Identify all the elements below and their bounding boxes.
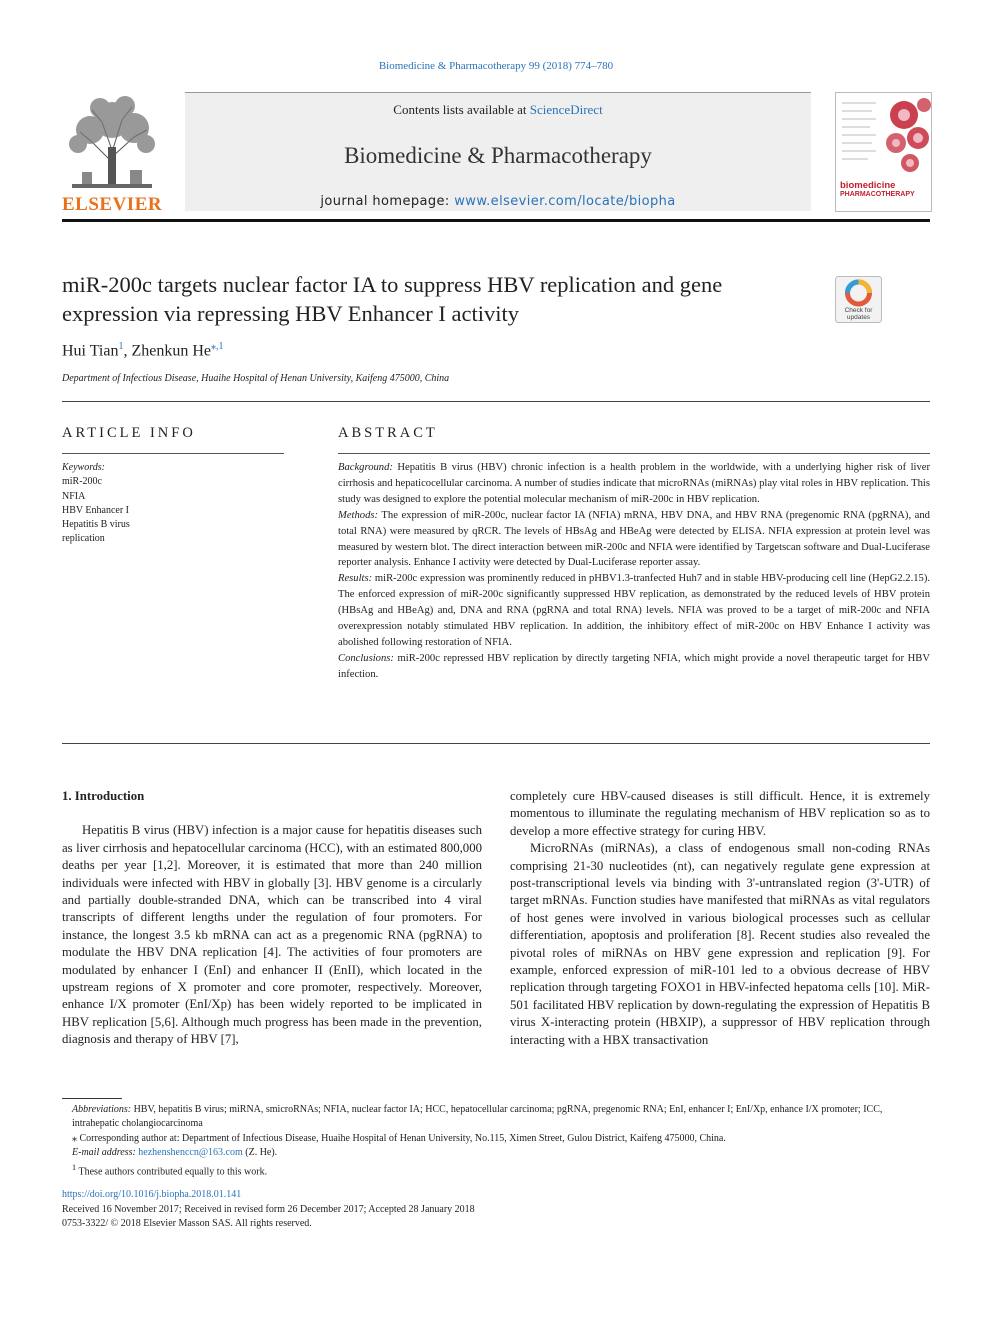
abstract-conclusions [338,651,930,683]
contents-line [185,102,811,118]
corresponding-mark: ⁎ [72,1132,77,1144]
abbreviations-label: Abbreviations: [72,1104,132,1115]
equal-contribution-footnote [62,1161,930,1180]
article-title: miR-200c targets nuclear factor IA to suppress HBV replication and gene expression via repressing HBV Enhancer I activity [62,272,723,326]
email-label: E-mail address: [72,1147,136,1159]
corresponding-text: Corresponding author at: Department of Infectious Disease, Huaihe Hospital of Henan University, No.115, Ximen Street, Gulou District, Kaifeng 475000, China. [79,1132,726,1144]
abstract-results-text: miR-200c expression was prominently reduced in pHBV1.3-tranfected Huh7 and in stable HBV-producing cell line (HepG2.2.15). The enforced expression of miR-200c significantly suppressed HBV replication, as demonstrated by the reduced levels of HBV protein (HBsAg and HBeAg) and, DNA and RNA (pgRNA and total RNA) levels. NFIA was proved to be a target of miR-200c and NFIA overexpression notably stimulated HBV replication. In addition, the inhibitory effect of miR-200c on HBV Enhance I activity was abolished following restoration of NFIA. [338,573,931,648]
check-updates-line2: updates [846,314,871,321]
abbreviations-footnote [62,1103,930,1132]
journal-name: Biomedicine & Pharmacotherapy [344,143,652,168]
email-suffix: (Z. He). [242,1147,278,1159]
abstract-body [338,460,930,683]
keywords-label: Keywords: [62,462,105,473]
cover-title-line2: PHARMACOTHERAPY [840,191,915,198]
abstract-background-text: Hepatitis B virus (HBV) chronic infection is a health problem in the worldwide, with a underlying higher risk of liver cirrhosis and hepaticocellular carcinoma. A number of studies indicate that microRNAs (miRNAs) play vital roles in HBV replication. This study was designed to explore the potential molecular mechanism of miR-200c in HBV replication. [338,462,930,505]
keyword-item: HBV Enhancer I [62,504,130,516]
check-for-updates-badge[interactable] [835,276,882,323]
abstract-methods-label: Methods: [338,509,379,521]
email-footnote [62,1146,930,1160]
abbreviations-text: HBV, hepatitis B virus; miRNA, smicroRNAs; NFIA, nuclear factor IA; HCC, hepatocellular carcinoma; pgRNA, pregenomic RNA; EnI, enhancer I; EnI/Xp, enhance I/X promoter; ICC, intrahepatic cholangiocarcinoma [72,1104,883,1130]
article-info-divider [62,453,284,454]
author-separator: , [123,342,132,360]
corresponding-footnote [62,1132,930,1146]
article-info-heading: ARTICLE INFO [62,425,196,441]
keyword-item: replication [62,533,105,545]
keyword-item: Hepatitis B virus [62,519,130,531]
abstract-conclusions-text: miR-200c repressed HBV replication by directly targeting NFIA, which might provide a novel therapeutic target for HBV infection. [338,652,930,680]
section-divider [62,743,930,744]
email-link[interactable]: hezhenshenccn@163.com [138,1147,243,1159]
abstract-results [338,571,930,651]
affiliation: Department of Infectious Disease, Huaihe Hospital of Henan University, Kaifeng 475000, China [62,373,450,384]
abstract-results-label: Results: [338,573,373,585]
homepage-link[interactable]: www.elsevier.com/locate/biopha [454,194,676,209]
author-affiliation-mark[interactable]: ⁎,1 [211,341,224,352]
keyword-item: NFIA [62,490,86,502]
body-paragraph: MicroRNAs (miRNAs), a class of endogenous small non-coding RNAs comprising 21-30 nucleotides (nt), can negatively regulate gene expression at post-transcriptional levels via binding with 3'-untranslated region (3'-UTR) of target mRNAs. Function studies have manifested that miRNAs as vital regulators of host genes were involved in various biological processes such as cellular differentiation, apoptosis and proliferation [8]. Recent studies also revealed the pivotal roles of miRNAs on HBV gene expression and replication [9]. For example, enforced expression of miR-101 led to a obvious decrease of HBV replication through targeting FOXO1 in HBV-infected hepatoma cells [10]. MiR-501 facilitated HBV replication by down-regulating the expression of Hepatitis B virus X-interacting protein (HBXIP), a suppressor of HBV replication through interacting with a HBX transactivation [510,841,930,1047]
homepage-prefix: journal homepage: [320,194,455,209]
cover-title [840,181,932,199]
journal-cover-thumbnail[interactable] [835,92,932,212]
body-column-right [510,788,930,1049]
body-column-left [62,788,482,1049]
check-updates-line1: Check for [844,307,873,314]
section-divider [62,401,930,402]
contents-prefix: Contents lists available at [393,102,530,117]
footnote-divider [62,1098,122,1099]
abstract-background-label: Background: [338,462,393,473]
body-paragraph: completely cure HBV-caused diseases is still difficult. Hence, it is extremely momentous to illuminate the regulating mechanism of HBV replication so as to develop a more effective strategy for curing HBV. [510,789,930,838]
equal-mark: 1 [72,1162,77,1172]
author-name[interactable]: Hui Tian [62,342,119,360]
check-updates-label [835,307,882,321]
keywords-list [62,461,284,547]
doi-link[interactable]: https://doi.org/10.1016/j.biopha.2018.01.141 [62,1189,242,1200]
copyright: 0753-3322/ © 2018 Elsevier Masson SAS. All rights reserved. [62,1218,312,1229]
received-dates: Received 16 November 2017; Received in revised form 26 December 2017; Accepted 28 January 2018 [62,1203,475,1215]
abstract-conclusions-label: Conclusions: [338,652,394,664]
journal-citation[interactable]: Biomedicine & Pharmacotherapy 99 (2018) 774–780 [378,60,614,72]
elsevier-logo-text: ELSEVIER [62,194,163,215]
publication-info [62,1188,930,1232]
abstract-methods [338,508,930,572]
abstract-methods-text: The expression of miR-200c, nuclear factor IA (NFIA) mRNA, HBV DNA, and HBV RNA (pregenomic RNA (pgRNA), and total RNA) were measured by qRCR. The levels of HBsAg and HBeAg were detected by ELISA. NFIA expression at protein level was measured by western blot. The direct interaction between miR-200c and NFIA were identified by Targetscan software and Dual-Luciferase reporter analysis. Enhance I activity were detected by Dual-Luciferase reporter assay. [338,509,930,569]
abstract-heading: ABSTRACT [338,425,438,441]
body-paragraph: Hepatitis B virus (HBV) infection is a major cause for hepatitis diseases such as liver cirrhosis and hepatocellular carcinoma (HCC), with an estimated 800,000 deaths per year [1,2]. Moreover, it is estimated that more than 240 million individuals were infected with HBV in globally [3]. HBV genome is a circularly and partially double-stranded DNA, which can be transcribed into 4 viral transcripts of different lengths under the regulation of four promoters. For instance, the longest 3.5 kb mRNA can act as a pregenomic RNA (pgRNA) to modulate the HBV DNA replication [4]. The activities of four promoters are modulated by enhancer I (EnI) and enhancer II (EnII), which located in the upstream regions of X promoter and core promoter, respectively. Moreover, enhance I/X promoter (EnI/Xp) has been widely reported to be implicated in HBV replication [5,6]. Although much progress has been made in the prevention, diagnosis and therapy of HBV [7], [62,823,482,1047]
homepage-line [185,194,811,209]
keyword-item: miR-200c [62,476,102,488]
introduction-heading: 1. Introduction [62,789,145,803]
abstract-background [338,460,930,508]
journal-header [185,92,811,211]
header-divider [62,219,930,222]
author-affiliation-mark[interactable]: 1 [118,341,124,352]
abstract-divider [338,453,930,454]
equal-text: These authors contributed equally to this work. [78,1165,268,1177]
author-list [62,341,224,360]
cover-title-line1: biomedicine [840,180,896,191]
sciencedirect-link[interactable]: ScienceDirect [529,102,603,117]
author-name[interactable]: Zhenkun He [131,342,211,360]
footnotes [62,1103,930,1179]
